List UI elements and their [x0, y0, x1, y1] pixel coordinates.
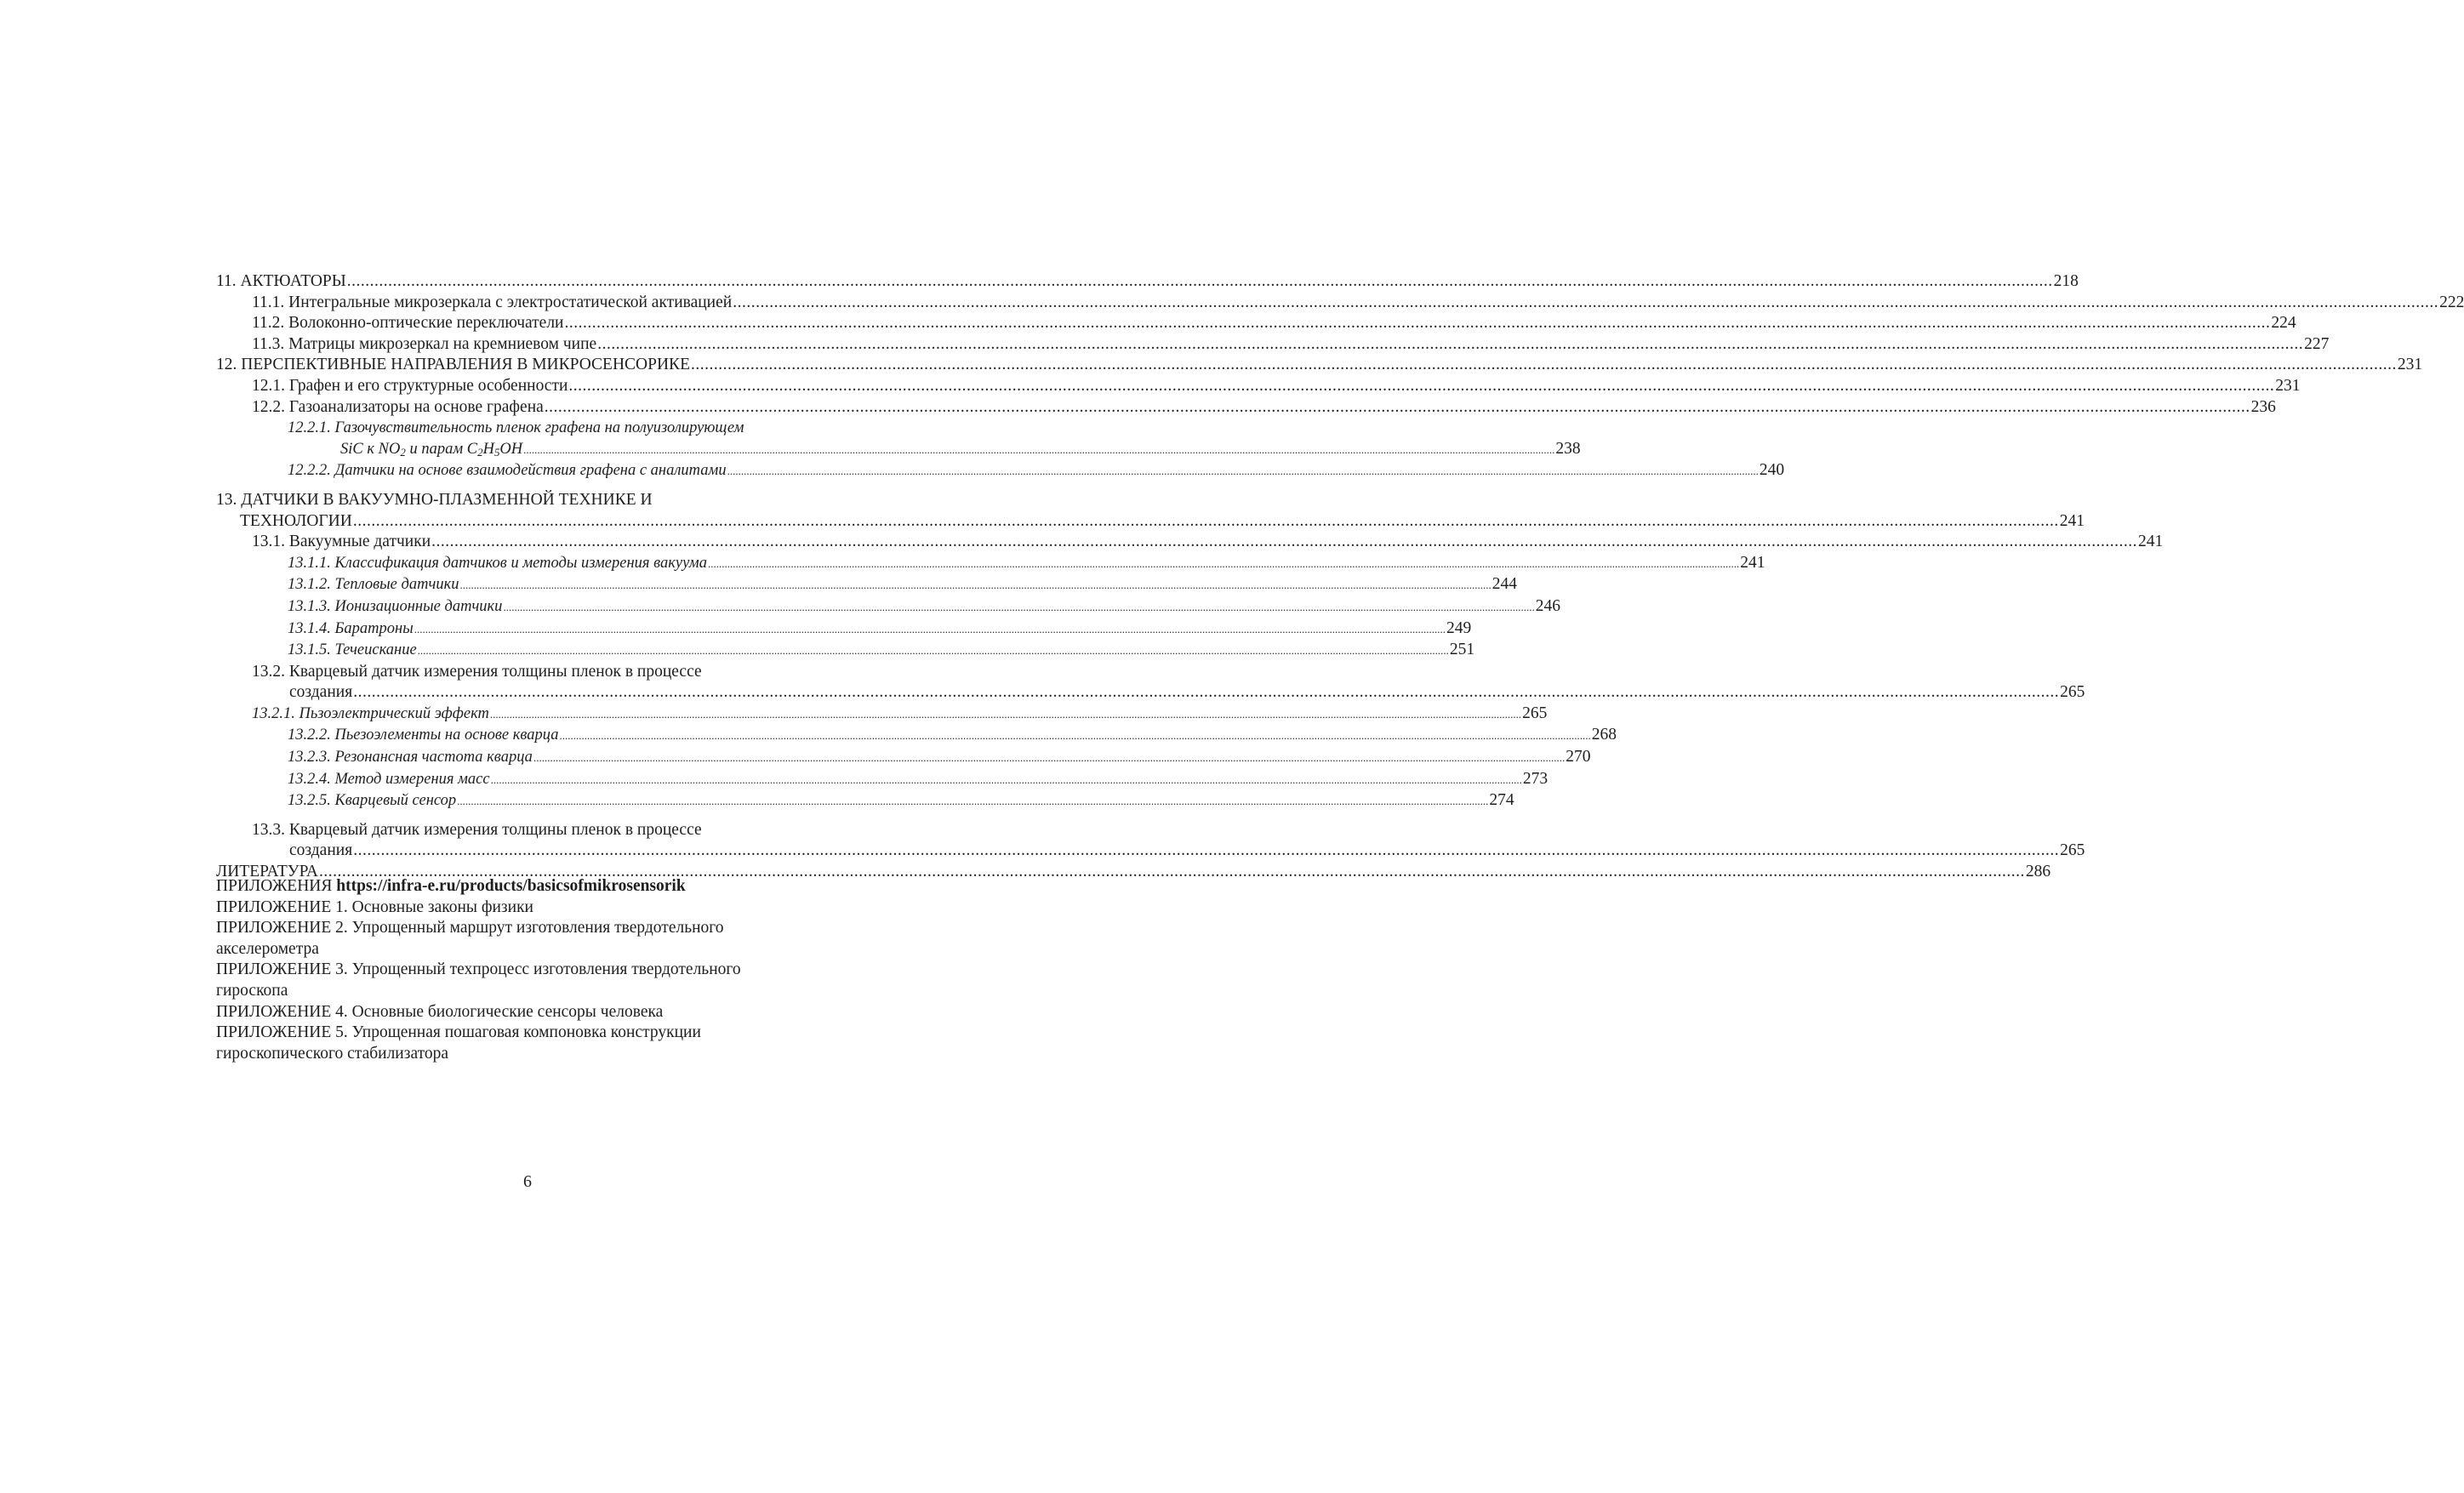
- dot-leader: .....................................................................................................................................................................................................................................................................................................................................................................................: [727, 464, 1759, 478]
- toc-page: 249: [1446, 618, 1472, 637]
- dot-leader: .....................................................................................................................................................................................................................................................................................................................................................................................: [568, 376, 2275, 395]
- toc-entry-12-2-1-line2[interactable]: [216, 439, 1581, 461]
- dot-leader: .....................................................................................................................................................................................................................................................................................................................................................................................: [503, 600, 1535, 613]
- appendix-1[interactable]: ПРИЛОЖЕНИЕ 1. Основные законы физики: [216, 898, 533, 916]
- toc-entry-12-2[interactable]: [216, 397, 2276, 419]
- toc-page: 251: [1449, 641, 1475, 659]
- toc-title: 12.1. Графен и его структурные особенности: [252, 376, 568, 395]
- toc-title: 13.1.2. Тепловые датчики: [288, 576, 459, 594]
- dot-leader: .....................................................................................................................................................................................................................................................................................................................................................................................: [459, 578, 1492, 592]
- appendix-2[interactable]: ПРИЛОЖЕНИЕ 2. Упрощенный маршрут изготовления твердотельного: [216, 919, 724, 937]
- toc-title: 11.1. Интегральные микрозеркала с электростатической активацией: [252, 293, 733, 311]
- toc-page: 246: [1535, 596, 1560, 615]
- toc-title: 11.2. Волоконно-оптические переключатели: [252, 314, 564, 333]
- dot-leader: .....................................................................................................................................................................................................................................................................................................................................................................................: [414, 622, 1446, 635]
- toc-page: 231: [2275, 376, 2301, 395]
- appendix-5[interactable]: ПРИЛОЖЕНИЕ 5. Упрощенная пошаговая компоновка конструкции: [216, 1023, 701, 1042]
- table-of-contents: [216, 271, 2464, 883]
- toc-page: 238: [1555, 439, 1581, 458]
- toc-page: 240: [1759, 461, 1785, 480]
- toc-entry-13-3-line2[interactable]: [216, 841, 2085, 862]
- toc-page: 241: [2138, 533, 2164, 551]
- toc-title: 13.2.4. Метод измерения масс: [288, 770, 490, 788]
- dot-leader: .....................................................................................................................................................................................................................................................................................................................................................................................: [352, 511, 2059, 530]
- toc-entry-13-1-5[interactable]: [216, 640, 1475, 662]
- dot-leader: .....................................................................................................................................................................................................................................................................................................................................................................................: [544, 397, 2250, 416]
- appendix-3[interactable]: ПРИЛОЖЕНИЕ 3. Упрощенный техпроцесс изготовления твердотельного: [216, 960, 741, 979]
- toc-title: 13. ДАТЧИКИ В ВАКУУМНО-ПЛАЗМЕННОЙ ТЕХНИКЕ И: [216, 490, 653, 509]
- appendix-4[interactable]: ПРИЛОЖЕНИЕ 4. Основные биологические сенсоры человека: [216, 1002, 664, 1021]
- toc-entry-13-3-line1[interactable]: [216, 820, 835, 841]
- toc-page: 265: [1522, 704, 1548, 722]
- toc-title: создания: [289, 841, 353, 860]
- toc-page: 268: [1591, 726, 1617, 744]
- dot-leader: .....................................................................................................................................................................................................................................................................................................................................................................................: [523, 442, 1555, 456]
- toc-title: 13.2. Кварцевый датчик измерения толщины пленок в процессе: [252, 662, 702, 681]
- dot-leader: .....................................................................................................................................................................................................................................................................................................................................................................................: [319, 863, 2025, 881]
- toc-page: 241: [1740, 553, 1765, 572]
- appendices-url-link[interactable]: https://infra-e.ru/products/basicsofmikrosensorik: [336, 877, 686, 895]
- toc-title: создания: [289, 683, 353, 702]
- dot-leader: .....................................................................................................................................................................................................................................................................................................................................................................................: [431, 533, 2138, 551]
- toc-title: 13.2.3. Резонансная частота кварца: [288, 749, 533, 766]
- toc-entry-13-1-3[interactable]: [216, 596, 1560, 618]
- toc-entry-13-2-4[interactable]: [216, 769, 1549, 791]
- dot-leader: .....................................................................................................................................................................................................................................................................................................................................................................................: [533, 751, 1566, 765]
- appendix-3-cont: гироскопа: [216, 981, 288, 1000]
- toc-title: 13.1. Вакуумные датчики: [252, 533, 431, 551]
- toc-title: 11. АКТЮАТОРЫ: [216, 272, 346, 290]
- toc-entry-13-2-5[interactable]: [216, 790, 1514, 812]
- toc-title: 11.3. Матрицы микрозеркал на кремниевом чипе: [252, 334, 597, 353]
- toc-page: 286: [2025, 863, 2051, 881]
- toc-title: ТЕХНОЛОГИИ: [240, 511, 352, 530]
- toc-entry-13-2-3[interactable]: [216, 747, 1591, 769]
- toc-entry-13-1-1[interactable]: [216, 553, 1765, 575]
- dot-leader: .....................................................................................................................................................................................................................................................................................................................................................................................: [597, 334, 2304, 353]
- page-number: 6: [523, 1172, 532, 1191]
- toc-entry-11[interactable]: [216, 271, 2079, 293]
- toc-title: 13.3. Кварцевый датчик измерения толщины пленок в процессе: [252, 820, 702, 839]
- toc-title: 13.2.2. Пьезоэлементы на основе кварца: [288, 727, 559, 744]
- dot-leader: .....................................................................................................................................................................................................................................................................................................................................................................................: [490, 772, 1522, 786]
- dot-leader: .....................................................................................................................................................................................................................................................................................................................................................................................: [353, 683, 2060, 702]
- toc-title: ЛИТЕРАТУРА: [216, 863, 318, 881]
- toc-entry-12-2-1-line1[interactable]: [216, 418, 835, 439]
- toc-title: 13.2.1. Пьзоэлектрический эффект: [252, 704, 489, 722]
- toc-page: 231: [2397, 356, 2423, 374]
- toc-entry-13-1-2[interactable]: [216, 574, 1517, 596]
- dot-leader: .....................................................................................................................................................................................................................................................................................................................................................................................: [707, 556, 1740, 570]
- toc-title: 13.1.5. Течеискание: [288, 641, 417, 659]
- toc-page: 224: [2271, 314, 2296, 333]
- toc-page: 265: [2060, 841, 2085, 860]
- dot-leader: .....................................................................................................................................................................................................................................................................................................................................................................................: [417, 644, 1449, 658]
- toc-entry-13-1[interactable]: [216, 532, 2164, 553]
- dot-leader: .....................................................................................................................................................................................................................................................................................................................................................................................: [457, 795, 1489, 808]
- toc-title: 12.2.2. Датчики на основе взаимодействия графена с аналитами: [288, 462, 727, 480]
- toc-entry-13-2-1[interactable]: [216, 704, 1548, 726]
- toc-title: 13.2.5. Кварцевый сенсор: [288, 792, 457, 810]
- toc-entry-13-line2[interactable]: [216, 511, 2085, 533]
- toc-entry-12-2-2[interactable]: [216, 460, 1785, 482]
- appendices-heading-line: [216, 876, 835, 898]
- toc-title: 12.2. Газоанализаторы на основе графена: [252, 397, 544, 416]
- toc-page: 265: [2060, 683, 2085, 702]
- dot-leader: .....................................................................................................................................................................................................................................................................................................................................................................................: [489, 707, 1522, 721]
- toc-title: 12.2.1. Газочувствительность пленок графена на полуизолирующем: [288, 419, 744, 437]
- appendices-heading: ПРИЛОЖЕНИЯ: [216, 877, 333, 895]
- toc-entry-13-2-line1[interactable]: [216, 662, 835, 683]
- toc-entry-12-1[interactable]: [216, 376, 2301, 397]
- toc-page: 273: [1522, 769, 1549, 788]
- toc-entry-13-2-line2[interactable]: [216, 682, 2085, 704]
- dot-leader: .....................................................................................................................................................................................................................................................................................................................................................................................: [733, 293, 2439, 311]
- dot-leader: .....................................................................................................................................................................................................................................................................................................................................................................................: [353, 841, 2060, 860]
- toc-title: 13.1.3. Ионизационные датчики: [288, 597, 503, 615]
- toc-page: 222: [2439, 293, 2464, 311]
- toc-title-formula: SiC к $NO_2$ и парам $C_2H_5OH$: [340, 440, 523, 459]
- appendix-5-cont: гироскопического стабилизатора: [216, 1044, 449, 1063]
- dot-leader: .....................................................................................................................................................................................................................................................................................................................................................................................: [564, 314, 2271, 333]
- dot-leader: .....................................................................................................................................................................................................................................................................................................................................................................................: [559, 729, 1591, 743]
- toc-page: 218: [2053, 272, 2079, 290]
- toc-entry-13-line1[interactable]: [216, 490, 835, 511]
- toc-entry-11-2[interactable]: [216, 313, 2296, 334]
- toc-entry-13-2-2[interactable]: [216, 725, 1617, 747]
- toc-entry-11-1[interactable]: [216, 293, 2464, 314]
- toc-page: 236: [2250, 397, 2276, 416]
- toc-entry-12[interactable]: [216, 355, 2423, 376]
- appendices-section: [216, 876, 835, 1064]
- toc-title: 12. ПЕРСПЕКТИВНЫЕ НАПРАВЛЕНИЯ В МИКРОСЕНСОРИКЕ: [216, 356, 690, 374]
- toc-title: 13.1.4. Баратроны: [288, 619, 414, 637]
- toc-page: 270: [1566, 748, 1591, 766]
- toc-page: 241: [2059, 511, 2085, 530]
- toc-entry-13-1-4[interactable]: [216, 618, 1472, 641]
- toc-page: 274: [1489, 791, 1514, 810]
- toc-entry-11-3[interactable]: [216, 334, 2330, 356]
- appendix-2-cont: акселерометра: [216, 939, 319, 958]
- toc-page: 244: [1492, 575, 1517, 594]
- dot-leader: .....................................................................................................................................................................................................................................................................................................................................................................................: [690, 356, 2397, 374]
- toc-title: 13.1.1. Классификация датчиков и методы измерения вакуума: [288, 554, 707, 572]
- dot-leader: .....................................................................................................................................................................................................................................................................................................................................................................................: [346, 272, 2053, 290]
- toc-page: 227: [2304, 334, 2330, 353]
